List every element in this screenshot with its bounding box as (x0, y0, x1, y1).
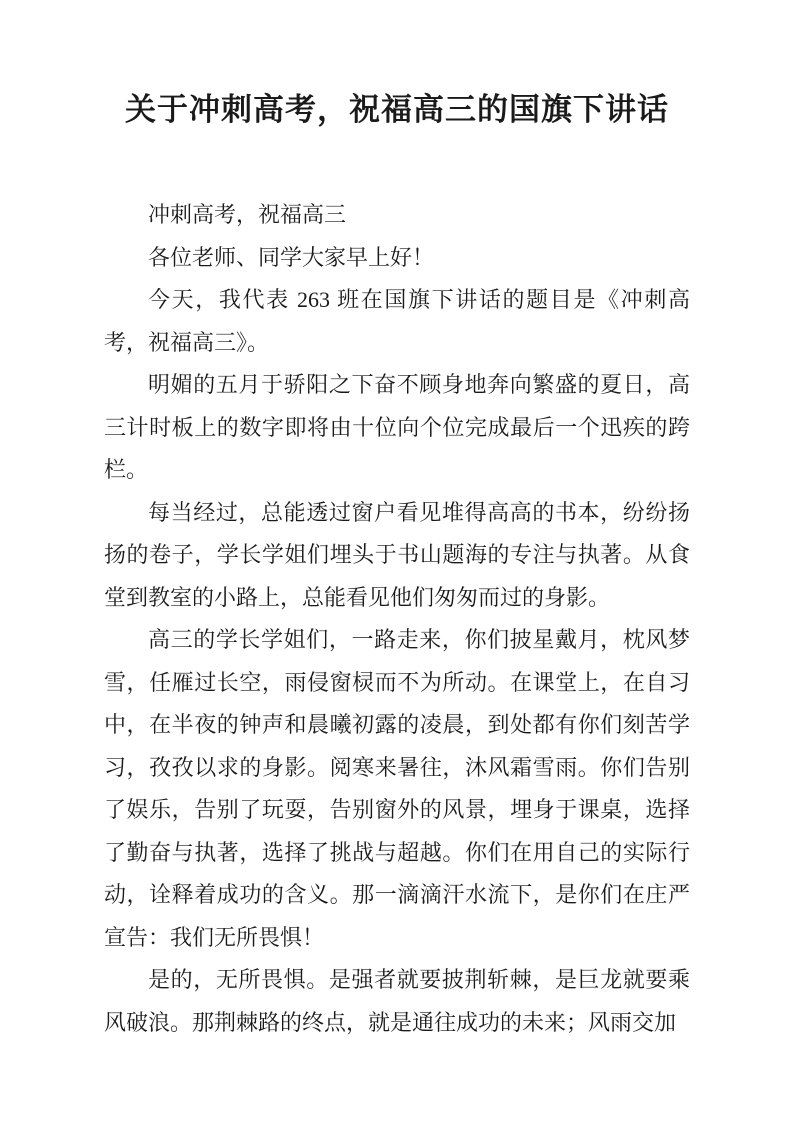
paragraph-greeting: 各位老师、同学大家早上好！ (148, 244, 435, 270)
paragraph-intro: 今天，我代表 263 班在国旗下讲话的题目是《冲刺高考，祝福高三》。 (104, 287, 690, 355)
paragraph-fearless: 是的，无所畏惧。是强者就要披荆斩棘，是巨龙就要乘风破浪。那荆棘路的终点，就是通往成功的未来；风雨交加 (104, 967, 690, 1035)
paragraph-passing-by: 每当经过，总能透过窗户看见堆得高高的书本，纷纷扬扬的卷子，学长学姐们埋头于书山题海的专注与执著。从食堂到教室的小路上，总能看见他们匆匆而过的身影。 (104, 499, 690, 610)
paragraph-seniors-journey: 高三的学长学姐们，一路走来，你们披星戴月，枕风梦雪，任雁过长空，雨侵窗棂而不为所动。在课堂上，在自习中，在半夜的钟声和晨曦初露的凌晨，到处都有你们刻苦学习，孜孜以求的身影。阅寒来暑往，沐风霜雪雨。你们告别了娱乐，告别了玩耍，告别窗外的风景，埋身于课桌，选择了勤奋与执著，选择了挑战与超越。你们在用自己的实际行动，诠释着成功的含义。那一滴滴汗水流下，是你们在庄严宣告：我们无所畏惧！ (104, 627, 690, 950)
paragraph-may-countdown: 明媚的五月于骄阳之下奋不顾身地奔向繁盛的夏日，高三计时板上的数字即将由十位向个位完成最后一个迅疾的跨栏。 (104, 372, 690, 482)
document-title: 关于冲刺高考，祝福高三的国旗下讲话 (125, 92, 669, 127)
paragraph-speech-title: 冲刺高考，祝福高三 (148, 202, 347, 227)
